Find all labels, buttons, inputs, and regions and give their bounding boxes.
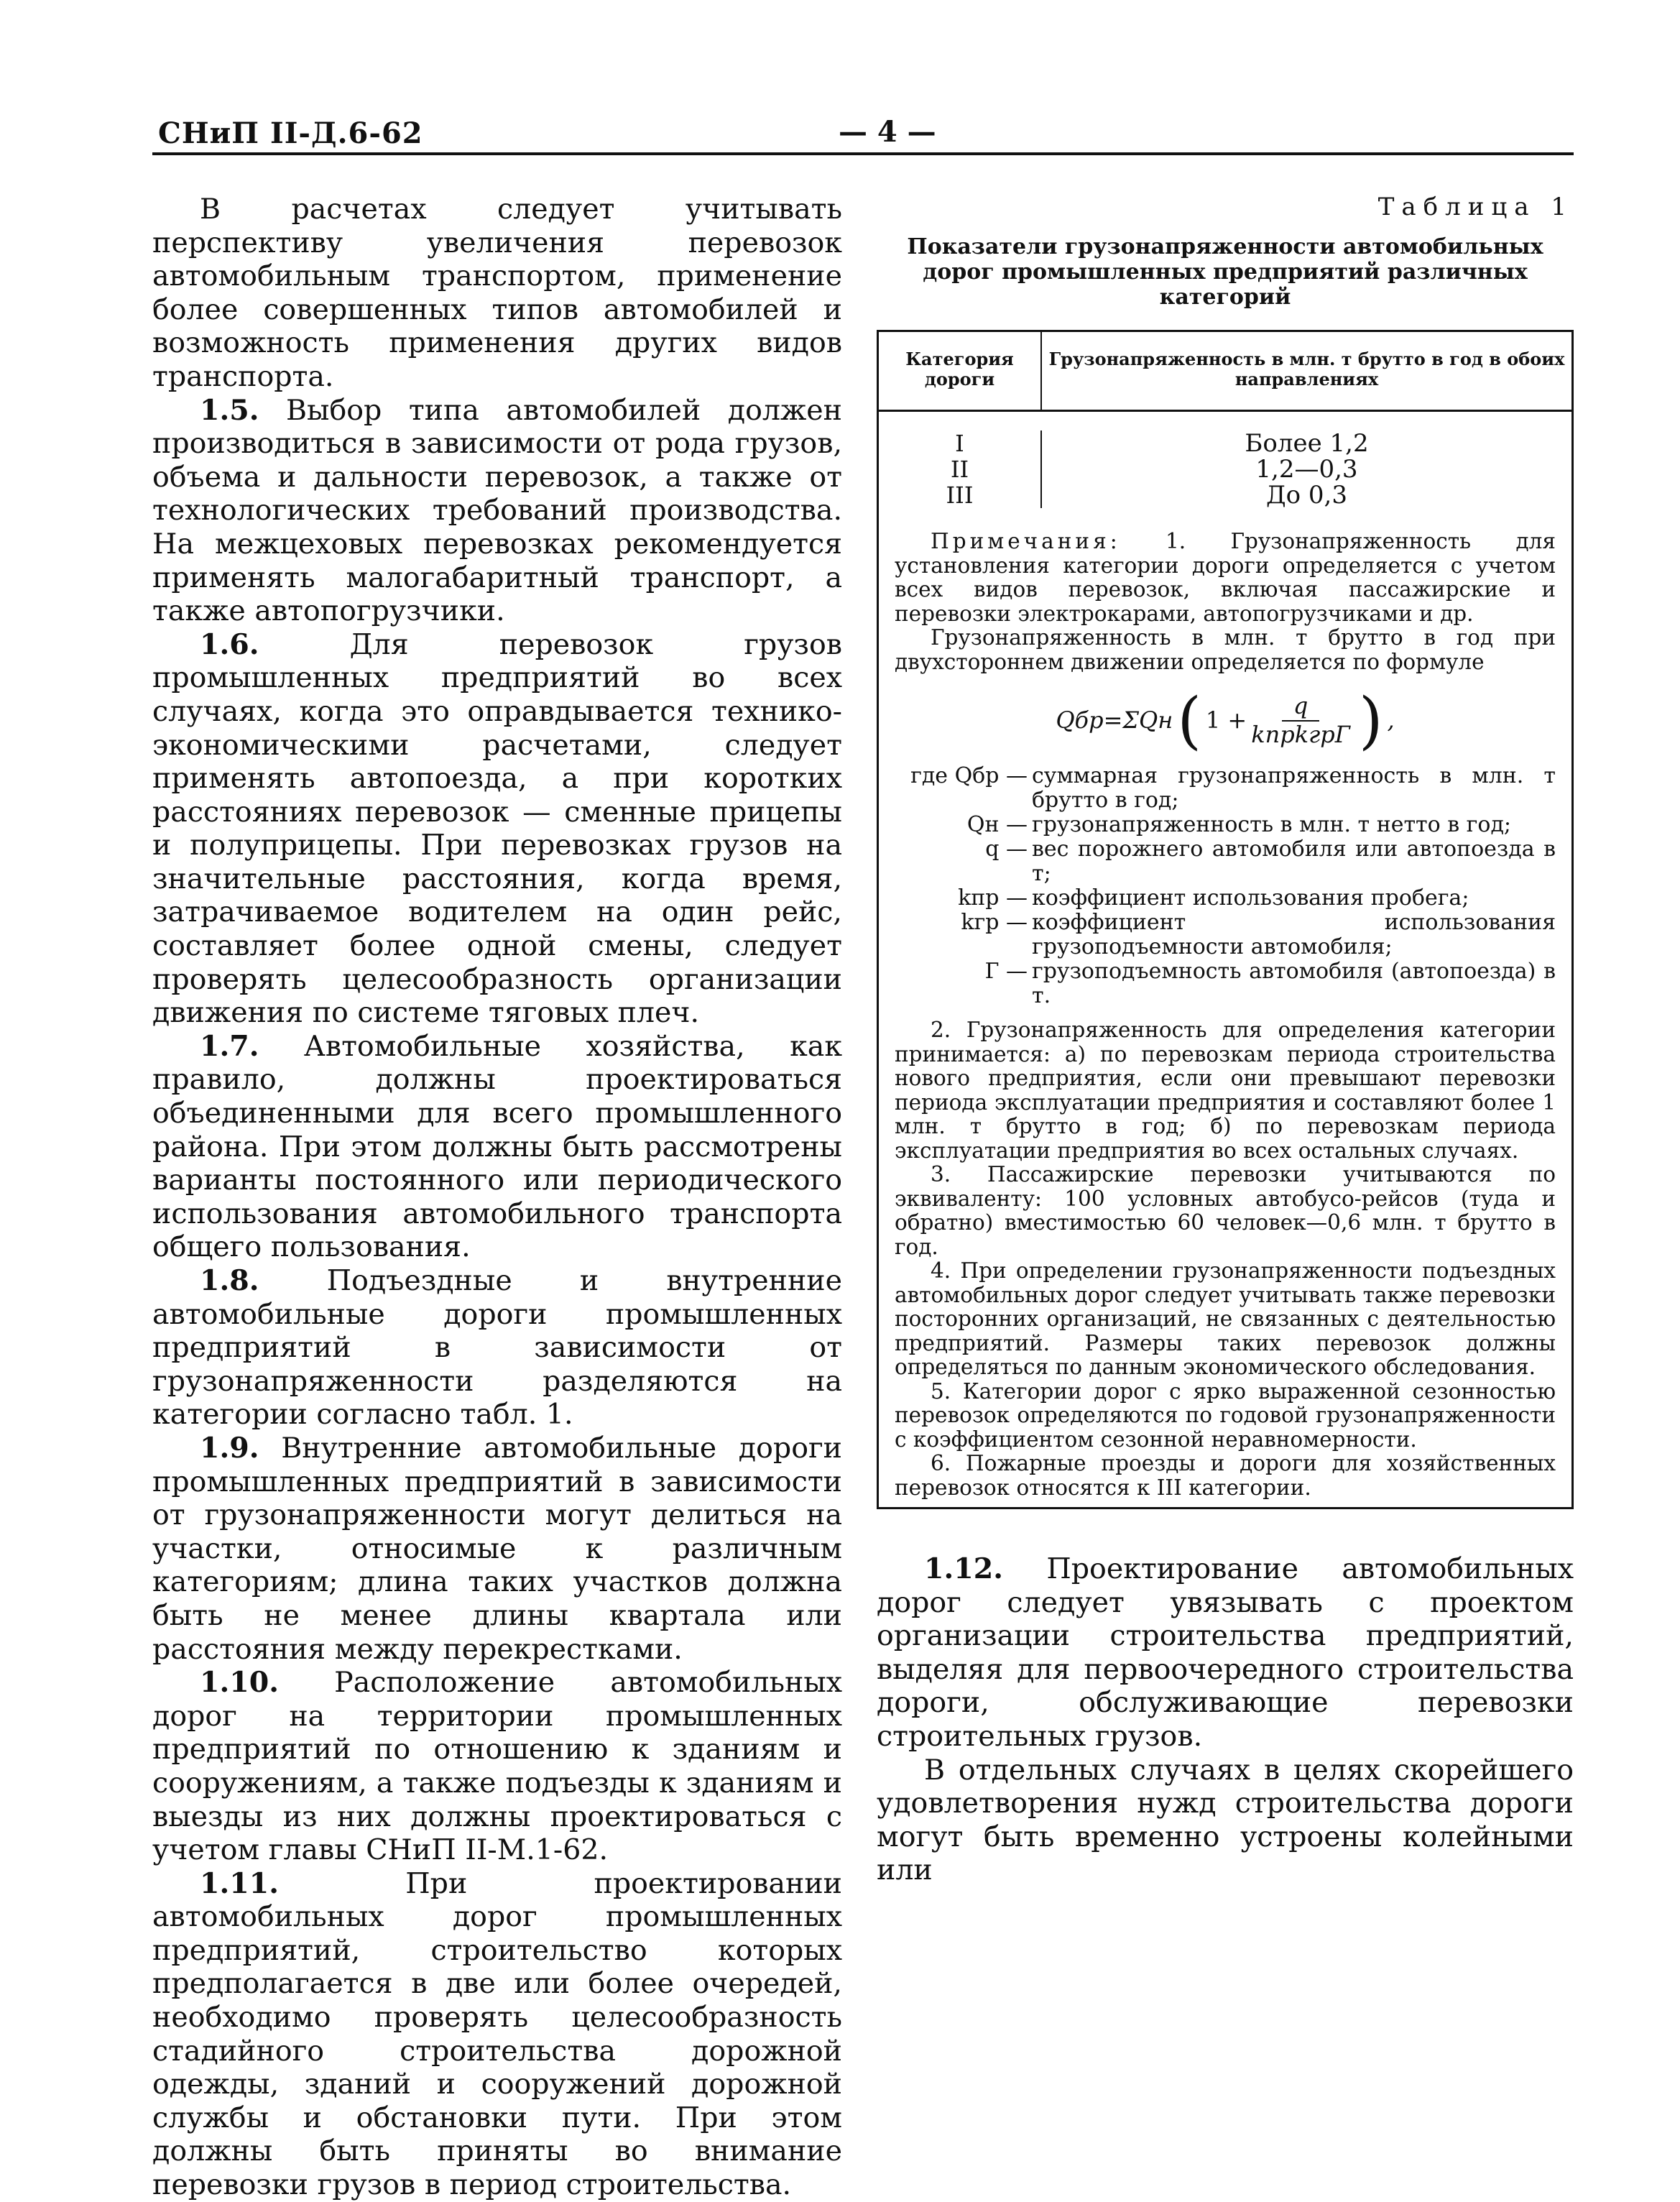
paragraph-text: Проектирование автомобильных дорог следует увязывать с проектом организации строительства предприятий, выделяя для первоочередного строительства дороги, обслуживающие перевозки строительных грузов.	[877, 1552, 1574, 1753]
paragraph-intro: В расчетах следует учитывать перспективу увеличения перевозок автомобильным транспортом, применение более совершенных типов автомобилей и возможность применения других видов транспорта.	[152, 193, 842, 393]
paragraph-text: Автомобильные хозяйства, как правило, должны проектироваться объединенными для всего промышленного района. При этом должны быть рассмотрены варианты постоянного или периодического использования автомобильного транспорта общего пользования.	[152, 1029, 843, 1264]
formula-numerator: q	[1282, 694, 1319, 722]
formula-one-plus: 1 +	[1205, 706, 1247, 734]
note-3: 3. Пассажирские перевозки учитываются по эквиваленту: 100 условных автобусо-рейсов (туда и обратно) вместимостью 60 человек—0,6 млн. т брутто в год.	[895, 1162, 1556, 1259]
right-column-text	[877, 1552, 1574, 1887]
page-header	[152, 115, 1574, 155]
paragraph-text: Подъездные и внутренние автомобильные дороги промышленных предприятий в зависимости от грузонапряженности разделяются на категории согласно табл. 1.	[152, 1264, 842, 1432]
table-title: Показатели грузонапряженности автомобильных дорог промышленных предприятий различных категорий	[907, 234, 1543, 310]
definition-symbol: kпр —	[958, 885, 1028, 911]
formula-paren-open: (	[1177, 684, 1201, 757]
clause-number: 1.6.	[200, 627, 259, 661]
definition-symbol: где Qбр —	[910, 763, 1028, 788]
table-cell-load: Более 1,2	[1245, 429, 1369, 458]
table-cell-load: 1,2—0,3	[1255, 455, 1358, 484]
right-column	[877, 193, 1574, 1887]
column-header-category: Категория дороги	[879, 332, 1042, 410]
load-cells	[1042, 430, 1571, 508]
paragraph-1-11	[152, 1867, 842, 2202]
definition-symbol: Qн —	[966, 812, 1028, 837]
formula-denominator: kпрkгрГ	[1251, 720, 1350, 748]
table-body	[879, 412, 1571, 522]
paragraph-text: Расположение автомобильных дорог на территории промышленных предприятий по отношению к зданиям и сооружениям, а также подъезды к зданиям и выезды из них должны проектироваться с учетом главы СНиП II-М.1-62.	[152, 1666, 843, 1867]
formula-lhs: Qбр=ΣQн	[1056, 706, 1173, 734]
definition-row	[895, 911, 1556, 959]
definition-text: коэффициент использования грузоподъемности автомобиля;	[1032, 910, 1556, 959]
paragraph-1-6	[152, 628, 842, 1030]
table-header-row	[879, 332, 1571, 412]
definition-text: вес порожнего автомобиля или автопоезда в т;	[1032, 837, 1556, 886]
paragraph-text: Внутренние автомобильные дороги промышленных предприятий в зависимости от грузонапряженности могут делиться на участки, относимые к различным категориям; длина таких участков должна быть не менее длины квартала или расстояния между перекрестками.	[152, 1431, 842, 1666]
paragraph-1-12	[877, 1552, 1574, 1754]
note-text: 1. Грузонапряженность для установления категории дороги определяется с учетом всех видов перевозок, включая пассажирские и перевозки электрокарами, автопогрузчиками и др.	[895, 529, 1556, 626]
paragraph-1-5	[152, 394, 842, 628]
formula-paren-close: )	[1358, 684, 1383, 757]
clause-number: 1.7.	[200, 1029, 259, 1063]
definition-symbol: Г —	[984, 959, 1028, 984]
category-cells	[879, 430, 1042, 508]
document-code: СНиП II-Д.6-62	[158, 116, 423, 150]
definition-text: суммарная грузонапряженность в млн. т брутто в год;	[1032, 763, 1556, 813]
table-1	[877, 330, 1574, 1509]
clause-number: 1.11.	[200, 1866, 279, 1900]
definition-row	[895, 813, 1556, 837]
paragraph-text: Выбор типа автомобилей должен производиться в зависимости от рода грузов, объема и дальности перевозок, а также от технологических требований производства. На межцеховых перевозках рекомендуется применять малогабаритный транспорт, а также автопогрузчики.	[152, 393, 842, 628]
table-cell-category: I	[955, 430, 964, 457]
formula-trail: ,	[1387, 706, 1395, 734]
note-4: 4. При определении грузонапряженности подъездных автомобильных дорог следует учитывать также перевозки посторонних организаций, не связанных с деятельностью предприятий. Размеры таких перевозок должны определяться по данным экономического обследования.	[895, 1258, 1556, 1379]
clause-number: 1.9.	[200, 1431, 259, 1465]
definition-text: грузоподъемность автомобиля (автопоезда) в т.	[1032, 959, 1556, 1008]
paragraph-1-10	[152, 1666, 842, 1867]
column-header-load: Грузонапряженность в млн. т брутто в год в обоих направлениях	[1048, 349, 1565, 390]
page-number: — 4 —	[839, 115, 936, 149]
left-column	[152, 193, 842, 2202]
note-2: 2. Грузонапряженность для определения категории принимается: а) по перевозкам периода строительства нового предприятия, если они превышают перевозки периода эксплуатации предприятия и составляют более 1 млн. т брутто в год; б) по перевозкам периода эксплуатации предприятия во всех остальных случаях.	[895, 1018, 1556, 1163]
table-notes	[879, 522, 1571, 1507]
definition-row	[895, 837, 1556, 886]
paragraph-1-9	[152, 1432, 842, 1666]
table-cell-load: До 0,3	[1266, 481, 1347, 510]
paragraph-continuation: В отдельных случаях в целях скорейшего удовлетворения нужд строительства дороги могут быть временно устроены колейными или	[877, 1753, 1574, 1887]
notes-label: Примечания:	[931, 529, 1121, 553]
table-bottom-rule	[879, 1507, 1571, 1509]
table-cell-category: II	[950, 456, 969, 483]
note-1-formula-intro: Грузонапряженность в млн. т брутто в год при двухстороннем движении определяется по формуле	[895, 625, 1556, 674]
note-5: 5. Категории дорог с ярко выраженной сезонностью перевозок определяются по годовой грузонапряженности с коэффициентом сезонной неравномерности.	[895, 1378, 1556, 1452]
clause-number: 1.12.	[924, 1552, 1003, 1585]
note-6: 6. Пожарные проезды и дороги для хозяйственных перевозок относятся к III категории.	[895, 1451, 1556, 1500]
note-1	[895, 530, 1556, 626]
paragraph-1-8	[152, 1264, 842, 1432]
definition-text: коэффициент использования пробега;	[1032, 885, 1469, 911]
formula-definitions	[895, 764, 1556, 1008]
clause-number: 1.10.	[200, 1666, 279, 1700]
clause-number: 1.8.	[200, 1264, 259, 1297]
paragraph-text: Для перевозок грузов промышленных предприятий во всех случаях, когда это оправдывается технико-экономическими расчетами, следует применять автопоезда, а при коротких расстояниях перевозок — сменные прицепы и полуприцепы. При перевозках грузов на значительные расстояния, когда время, затрачиваемое водителем на один рейс, составляет более одной смены, следует проверять целесообразность организации движения по системе тяговых плеч.	[152, 627, 842, 1030]
definition-text: грузонапряженность в млн. т нетто в год;	[1032, 812, 1512, 837]
definition-row	[895, 764, 1556, 813]
definition-row	[895, 959, 1556, 1008]
clause-number: 1.5.	[200, 393, 259, 427]
load-formula	[895, 684, 1556, 757]
definition-symbol: kгр —	[961, 910, 1028, 935]
paragraph-text: При проектировании автомобильных дорог промышленных предприятий, строительство которых предполагается в две или более очередей, необходимо проверять целесообразность стадийного строительства дорожной одежды, зданий и сооружений дорожной службы и обстановки пути. При этом должны быть приняты во внимание перевозки грузов в период строительства.	[152, 1866, 842, 2202]
paragraph-1-7	[152, 1030, 842, 1264]
definition-symbol: q —	[985, 837, 1028, 862]
table-cell-category: III	[946, 482, 974, 509]
definition-row	[895, 886, 1556, 911]
table-label: Таблица 1	[1377, 193, 1574, 221]
formula-fraction	[1251, 694, 1350, 747]
